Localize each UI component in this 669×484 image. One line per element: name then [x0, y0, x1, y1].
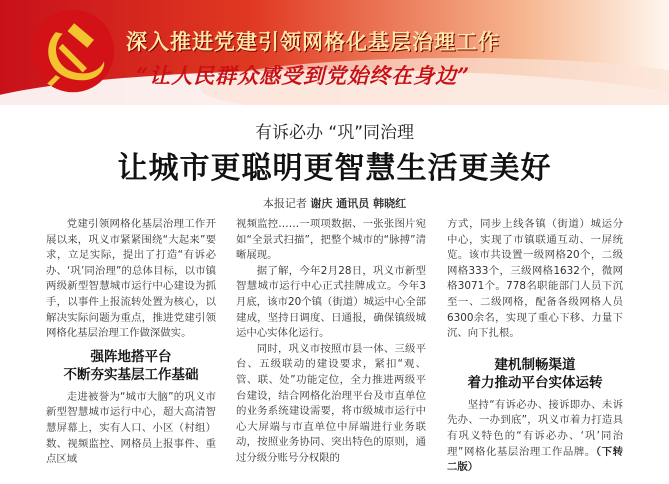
paragraph: 同时，巩义市按照市县一体、三级平台、五级联动的建设要求，紧扣“观、管、联、处”功能定位，全力推进两级平台建设，结合网格化治理平台及市直单位的业务系统建设需要，将市级城市运行中心大屏端与市直单位中屏端进行业务联动，按照业务协同、突出特色的原则，通过分级分账号分权限的	[236, 342, 426, 464]
byline-names: 谢庆 通讯员 韩晓红	[310, 197, 407, 210]
section-subhead	[447, 356, 623, 392]
paragraph-continued: 视频监控……一项项数据、一张张图片宛如“全景式扫描”，把整个城市的“脉搏”清晰展现。	[236, 218, 426, 262]
party-emblem-icon	[30, 8, 116, 94]
paragraph	[447, 398, 623, 476]
article-byline	[0, 195, 669, 211]
banner-slogan: “让人民群众感受到党始终在身边”	[136, 63, 471, 88]
continued-notice: （下转二版）	[447, 445, 623, 474]
banner	[0, 0, 669, 105]
subhead-line-1: 强阵地搭平台	[90, 348, 172, 365]
paragraph: 走进被誉为“城市大脑”的巩义市新型智慧城市运行中心，超大高清智慧屏幕上，实有人口、小区（村组）数、视频监控、网格员上报事件、重点区域	[46, 390, 216, 466]
article-headline: 让城市更聪明更智慧生活更美好	[117, 151, 552, 186]
section-subhead	[46, 348, 216, 384]
article-column-3	[447, 217, 623, 476]
banner-title: 深入推进党建引领网格化基层治理工作	[126, 29, 500, 54]
article-kicker: 有诉必办 “巩”同治理	[254, 123, 415, 143]
byline-prefix: 本报记者	[262, 197, 307, 210]
subhead-line-1: 建机制畅渠道	[494, 356, 576, 373]
article-column-2	[236, 217, 426, 467]
paragraph-text: 坚持“有诉必办、接诉即办、未诉先办、一办到底”，巩义市着力打造具有巩义特色的“有诉必办、‘巩’同治理”网格化基层治理工作品牌。	[447, 398, 623, 458]
paragraph: 党建引领网格化基层治理工作开展以来，巩义市紧紧围绕“大起来”要求，立足实际，提出了打造“有诉必办、‘巩’同治理”的总体目标，以市镇两级新型智慧城市运行中心建设为抓手，以事件上报流转处置为核心，以解决实际问题为重点，推进党建引领网格化基层治理工作做深做实。	[46, 218, 216, 340]
paragraph-continued: 方式，同步上线各镇（街道）城运分中心，实现了市镇联通互动、一屏统览。该市共设置一级网格20个，二级网格333个，三级网格1632个，微网格3071个。778名职能部门人员下沉至一、二级网格，配备各级网格人员6300余名，实现了重心下移、力量下沉、向下扎根。	[447, 218, 623, 340]
subhead-line-2: 不断夯实基层工作基础	[63, 366, 199, 383]
article-column-1	[46, 217, 216, 468]
subhead-line-2: 着力推动平台实体运转	[467, 374, 603, 391]
paragraph: 据了解，今年2月28日，巩义市新型智慧城市运行中心正式挂牌成立。今年3月底，该市20个镇（街道）城运中心全部建成，坚持日调度、日通报，确保镇级城运中心实体化运行。	[236, 264, 426, 340]
